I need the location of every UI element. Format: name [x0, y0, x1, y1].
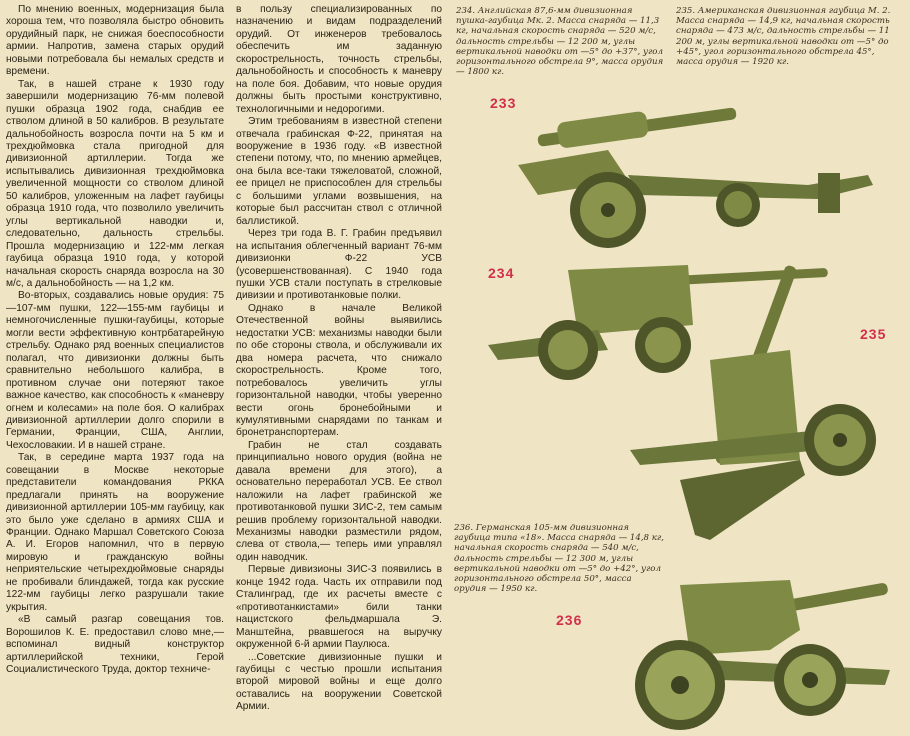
paragraph: Первые дивизионы ЗИС-3 появились в конце 1942 года. Часть их отправили под Сталинград, где их расчеты вместе с «противотанкистами» били танки нацистского фельдмаршала Э. Манштейна, рвавшегося на выручку окруженной 6-й армии Паулюса. [236, 564, 442, 651]
paragraph: Однако в начале Великой Отечественной войны выявились недостатки УСВ: механизмы наводки были по обе стороны ствола, и обслуживали их два номера расчета, что снижало скорострельность. Кроме того, потребовалось увеличить углы горизонтальной наводки, чтобы уверенно вести огонь бронебойными и кумулятивными снарядами по танкам и бронетранспортерам. [236, 302, 442, 439]
article-column-left [6, 4, 224, 676]
paragraph: Этим требованиям в известной степени отвечала грабинская Ф-22, принятая на вооружение в 1936 году. «В известной степени потому, что, по мнению армейцев, она была все-таки тяжеловатой, сложной, ее прицел не приспособлен для стрельбы с большими углами возвышения, на которые был рассчитан ствол с отличной баллистикой. [236, 116, 442, 227]
figure-number-233: 233 [490, 95, 517, 111]
caption-236: 236. Германская 105-мм дивизионная гаубица типа «18». Масса снаряда — 14,8 кг, начальная скорость снаряда — 540 м/с, дальность стрельбы — 12 300 м, углы вертикальной наводки от —5° до +42°, угол горизонтального обстрела 50°, масса орудия — 1950 кг. [454, 523, 664, 595]
caption-234: 234. Английская 87,6-мм дивизионная пушка-гаубица Мк. 2. Масса снаряда — 11,3 кг, начальная скорость снаряда — 520 м/с, дальность стрельбы — 12 200 м, углы вертикальной наводки от —5° до +37°, угол горизонтального обстрела 9°, масса орудия — 1800 кг. [456, 6, 664, 78]
gun-235-illustration [620, 250, 890, 540]
paragraph: Грабин не стал создавать принципиально нового орудия (война не давала времени для этого), а основательно переработал УСВ. Ее ствол наложили на лафет грабинской же противотанковой пушки ЗИС-2, тем самым решив проблему горизонтальной наводки. Механизмы наводки разместили рядом, слева от ствола,— теперь ими управлял один наводчик. [236, 439, 442, 563]
figure-number-236: 236 [556, 612, 583, 628]
gun-233-illustration [478, 95, 898, 255]
article-column-middle [236, 4, 442, 714]
paragraph: Так, в нашей стране к 1930 году завершили модернизацию 76-мм полевой пушки образца 1902 года, снабдив ее стволом длиной в 50 калибров. В результате дальнобойность возросла почти на 5 км и трехдюймовка стала пригодной для дивизионной артиллерии. Тогда же испытывались дивизионная трехдюймовка увеличенной мощности со стволом длиной 50 калибров, уложенным на лафет гаубицы образца 1910 года, что позволило увеличить углы вертикальной наводки и, следовательно, дальность стрельбы. Прошла модернизацию и 122-мм легкая гаубица образца 1910 года, у которой начальная скорость снаряда возросла на 30 м/с, а дальнобойность — на 1,2 км. [6, 78, 224, 289]
paragraph: в пользу специализированных по назначению и видам подразделений орудий. От инженеров требовалось обеспечить им заданную скорострельность, точность стрельбы, дальнобойность и способность к маневру на поле боя. Добавим, что новые орудия должны быть простыми конструктивно, технологичными и недорогими. [236, 4, 442, 115]
figure-number-235: 235 [860, 326, 887, 342]
figure-number-234: 234 [488, 265, 515, 281]
paragraph: Через три года В. Г. Грабин предъявил на испытания облегченный вариант 76-мм дивизионки Ф-22 УСВ (усовершенствованная). С 1940 года пушки УСВ стали поступать в стрелковые дивизии и противотанковые полки. [236, 228, 442, 302]
paragraph: ...Советские дивизионные пушки и гаубицы с честью прошли испытания второй мировой войны и еще долго оставались на вооружении Советской Армии. [236, 651, 442, 713]
caption-235: 235. Американская дивизионная гаубица М. 2. Масса снаряда — 14,9 кг, начальная скорость снаряда — 473 м/с, дальность стрельбы — 11 200 м, углы вертикальной наводки от —5° до +45°, угол горизонтального обстрела 45°, масса орудия — 1920 кг. [676, 6, 891, 68]
paragraph: По мнению военных, модернизация была хороша тем, что позволяла быстро обновить орудийный парк, не снижая боеспособности армии. Напротив, замена старых орудий новыми потребовала бы немалых средств и времени. [6, 4, 224, 78]
paragraph: «В самый разгар совещания тов. Ворошилов К. Е. предоставил слово мне,— вспоминал видный конструктор артиллерийской техники, Герой Социалистического Труда, доктор техниче- [6, 614, 224, 676]
paragraph: Во-вторых, создавались новые орудия: 75—107-мм пушки, 122—155-мм гаубицы и немногочисленные пушки-гаубицы, которые могли вести эффективную контрбатарейную стрельбу. Однако ряд военных специалистов полагал, что дивизионки должны быть сравнительно небольшого калибра, в противном случае они потеряют такое важное качество, как способность к «маневру огнем и колесами» на поле боя. О калибрах дивизионной артиллерии долго спорили в Германии, Франции, США, Англии, Чехословакии. И в нашей стране. [6, 290, 224, 451]
gun-236-illustration [600, 575, 900, 733]
paragraph: Так, в середине марта 1937 года на совещании в Москве некоторые представители командования РККА предлагали принять на вооружение дивизионной артиллерии 105-мм гаубицу, как это было уже сделано в армиях США и Франции. Однако Маршал Советского Союза А. И. Егоров напомнил, что в первую мировую и гражданскую войны неприятельские четырехдюймовые снаряды не пробивали блиндажей, тогда как русские 122-мм гаубицы легко разрушали такие укрытия. [6, 452, 224, 613]
